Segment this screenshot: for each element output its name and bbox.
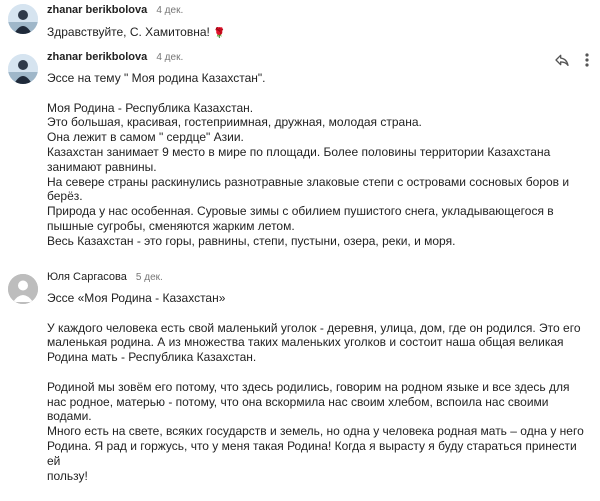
user-photo-icon (8, 54, 38, 84)
comment-line: Она лежит в самом " сердце" Азии. (47, 130, 244, 145)
comment-line: маленькая родина. А из множества таких маленьких уголков и состоит наша общая великая (47, 335, 564, 350)
comment-line: У каждого человека есть свой маленький уголок - деревня, улица, дом, где он родился. Это его (47, 320, 581, 335)
comment-line: Родина мать - Республика Казахстан. (47, 350, 257, 365)
comment-line: Родина. Я рад и горжусь, что у меня такая Родина! Когда я вырасту я буду стараться принести ей (47, 438, 577, 468)
comment-line: Родиной мы зовём его потому, что здесь родились, говорим на родном языке и все здесь для (47, 379, 570, 394)
comment-author[interactable]: Юля Саргасова (47, 271, 127, 283)
comment-line: На севере страны раскинулись разнотравные злаковые степи с островами сосновых боров и (47, 174, 570, 189)
avatar[interactable] (8, 4, 38, 34)
comment-line: Природа у нас особенная. Суровые зимы с обилием пушистого снега, укладывающегося в (47, 204, 554, 219)
comment-author[interactable]: zhanar berikbolova (47, 51, 148, 63)
comment-actions (554, 52, 590, 68)
avatar[interactable] (8, 54, 38, 84)
comment-line: пользу! (47, 468, 88, 483)
comment-text: Здравствуйте, С. Хамитовна! 🌹 (47, 25, 226, 39)
comment-2 (0, 46, 600, 266)
comment-line: Моя Родина - Республика Казахстан. (47, 100, 254, 115)
comment-date[interactable]: 5 дек. (135, 272, 163, 283)
comment-line: Весь Казахстан - это горы, равнины, степи, пустыни, озера, реки, и моря. (47, 233, 456, 248)
comment-3 (0, 266, 600, 501)
comment-date[interactable]: 4 дек. (156, 52, 184, 63)
comment-line: Это большая, красивая, гостеприимная, дружная, молодая страна. (47, 115, 422, 130)
rose-emoji: 🌹 (213, 28, 226, 39)
blank-line (47, 86, 590, 101)
blank-line (47, 365, 590, 380)
comment-line: берёз. (47, 189, 83, 204)
comment-line: Казахстан занимает 9 место в мире по площади. Более половины территории Казахстана (47, 144, 551, 159)
comment-line: водами. (47, 409, 92, 424)
comment-line: пышные сугробы, сменяются жарким летом. (47, 218, 295, 233)
comment-line: Эссе на тему " Моя родина Казахстан". (47, 71, 266, 85)
user-photo-icon (8, 4, 38, 34)
comment-line: Эссе «Моя Родина - Казахстан» (47, 291, 226, 305)
avatar[interactable] (8, 274, 38, 304)
comment-line: занимают равнины. (47, 159, 157, 174)
person-icon (8, 274, 38, 304)
blank-line (47, 306, 590, 321)
comment-line: нас родное, матерью - потому, что она вскормила нас своим хлебом, вспоила нас своими (47, 394, 549, 409)
reply-icon[interactable] (554, 52, 570, 68)
comment-text (47, 71, 590, 249)
comment-author[interactable]: zhanar berikbolova (47, 4, 148, 16)
comment-line: Много есть на свете, всяких государств и земель, но одна у человека родная мать – одна у него (47, 424, 584, 439)
more-vertical-icon[interactable] (584, 52, 590, 68)
comment-date[interactable]: 4 дек. (156, 5, 184, 16)
comment-text (47, 291, 590, 483)
comment-1 (0, 0, 600, 46)
